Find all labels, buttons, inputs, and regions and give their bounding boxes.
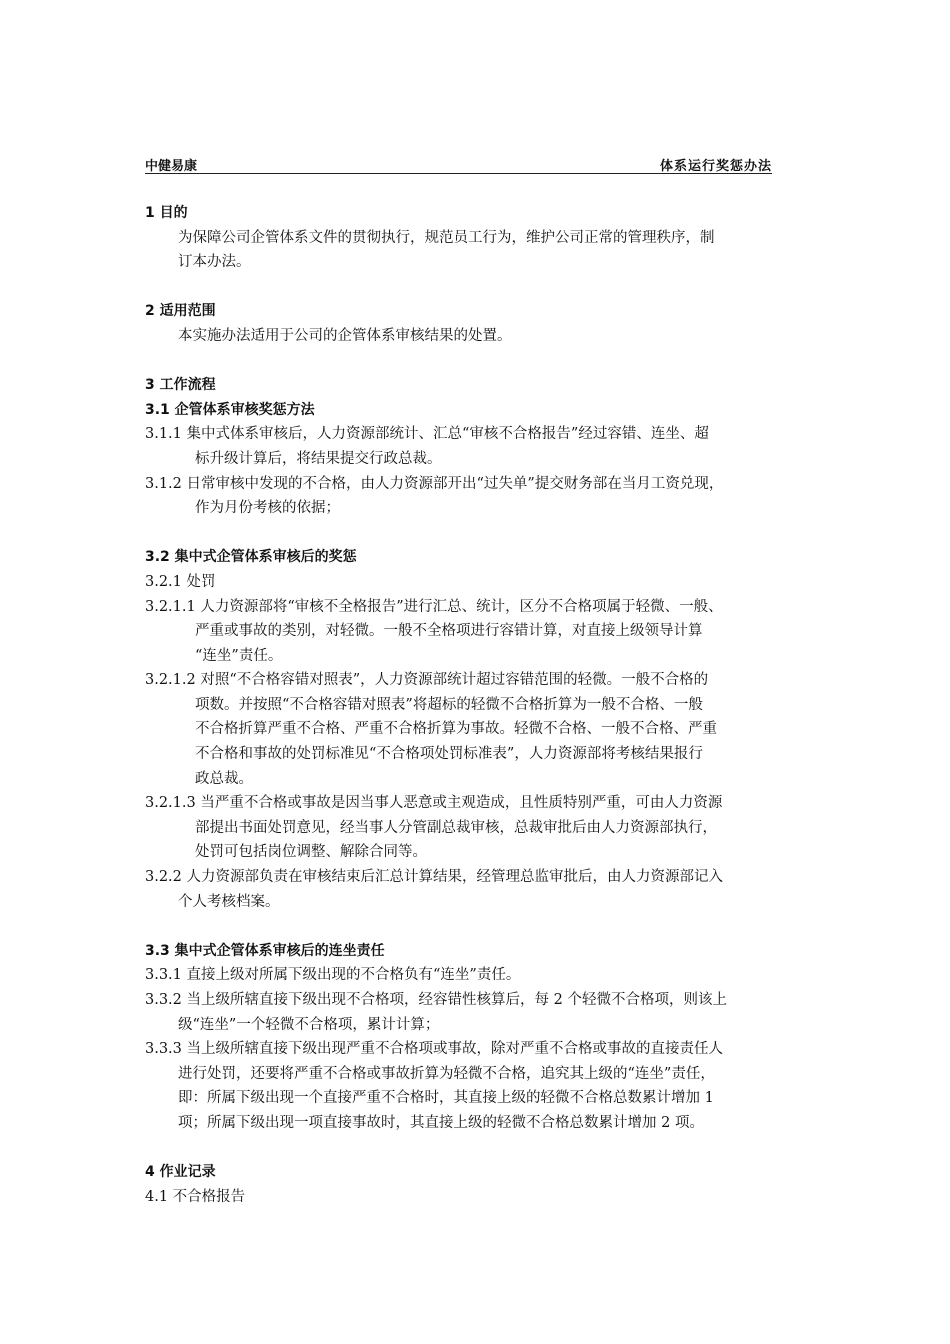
section-2-text: 本实施办法适用于公司的企管体系审核结果的处置。 <box>178 327 512 344</box>
clause-3-2-1-3-line: 3.2.1.3 当严重不合格或事故是因当事人恶意或主观造成，且性质特别严重，可由人力资源 <box>145 795 723 812</box>
clause-3-2-1-2-line: 不合格和事故的处罚标准见“不合格项处罚标准表”，人力资源部将考核结果报行 <box>195 746 703 763</box>
section-3-2-heading: 3.2 集中式企管体系审核后的奖惩 <box>145 549 357 566</box>
clause-3-2-1-2-line: 项数。并按照“不合格容错对照表”将超标的轻微不合格折算为一般不合格、一般 <box>195 696 703 713</box>
section-4-heading: 4 作业记录 <box>145 1164 216 1181</box>
document-body <box>145 201 810 1209</box>
clause-3-2-1-3-line: 处罚可包括岗位调整、解除合同等。 <box>195 844 427 861</box>
page-header <box>145 153 772 174</box>
clause-3-2-1-1-line: 3.2.1.1 人力资源部将“审核不全格报告”进行汇总、统计，区分不合格项属于轻微、一般、 <box>145 598 723 615</box>
clause-3-1-2-line: 3.1.2 日常审核中发现的不合格，由人力资源部开出“过失单”提交财务部在当月工资兑现， <box>145 475 724 492</box>
header-company: 中健易康 <box>145 159 198 174</box>
clause-3-3-3-line: 进行处罚，还要将严重不合格或事故折算为轻微不合格，追究其上级的“连坐”责任， <box>178 1065 715 1082</box>
section-1-text-line: 为保障公司企管体系文件的贯彻执行，规范员工行为，维护公司正常的管理秩序，制 <box>178 229 715 246</box>
clause-3-2-1-2-line: 不合格折算严重不合格、严重不合格折算为事故。轻微不合格、一般不合格、严重 <box>195 721 717 738</box>
section-1-text-line: 订本办法。 <box>178 254 251 271</box>
clause-3-1-1-line: 标升级计算后，将结果提交行政总裁。 <box>195 450 442 467</box>
header-doc-title: 体系运行奖惩办法 <box>659 159 772 174</box>
clause-3-3-2-line: 3.3.2 当上级所辖直接下级出现不合格项，经容错性核算后，每 2 个轻微不合格项，则该上 <box>145 992 727 1008</box>
clause-3-2-1: 3.2.1 处罚 <box>145 573 216 590</box>
clause-3-3-3-line: 即：所属下级出现一个直接严重不合格时，其直接上级的轻微不合格总数累计增加 1 <box>178 1090 714 1107</box>
clause-3-3-2-line: 级“连坐”一个轻微不合格项，累计计算； <box>178 1016 440 1033</box>
clause-3-2-1-1-line: 严重或事故的类别，对轻微。一般不全格项进行容错计算，对直接上级领导计算 <box>195 623 703 640</box>
section-3-1-heading: 3.1 企管体系审核奖惩方法 <box>145 401 315 418</box>
clause-3-1-1-line: 3.1.1 集中式体系审核后，人力资源部统计、汇总“审核不合格报告”经过容错、连坐、超 <box>145 426 709 443</box>
section-3-heading: 3 工作流程 <box>145 377 216 394</box>
clause-3-2-1-2-line: 3.2.1.2 对照“不合格容错对照表”，人力资源部统计超过容错范围的轻微。一般不合格的 <box>145 672 709 689</box>
clause-3-1-2-line: 作为月份考核的依据； <box>195 500 340 517</box>
clause-3-3-1: 3.3.1 直接上级对所属下级出现的不合格负有“连坐”责任。 <box>145 967 521 984</box>
clause-3-2-2-line: 3.2.2 人力资源部负责在审核结束后汇总计算结果，经管理总监审批后，由人力资源部记入 <box>145 869 723 886</box>
clause-3-2-1-1-line: “连坐”责任。 <box>195 647 283 664</box>
clause-3-3-3-line: 项；所属下级出现一项直接事故时，其直接上级的轻微不合格总数累计增加 2 项。 <box>178 1114 704 1131</box>
clause-3-2-2-line: 个人考核档案。 <box>178 893 280 910</box>
section-2-heading: 2 适用范围 <box>145 303 216 320</box>
clause-3-2-1-2-line: 政总裁。 <box>195 770 253 787</box>
section-1-heading: 1 目的 <box>145 205 188 221</box>
section-3-3-heading: 3.3 集中式企管体系审核后的连坐责任 <box>145 942 385 959</box>
clause-4-1: 4.1 不合格报告 <box>145 1188 246 1205</box>
clause-3-2-1-3-line: 部提出书面处罚意见，经当事人分管副总裁审核，总裁审批后由人力资源部执行， <box>195 819 717 836</box>
clause-3-3-3-line: 3.3.3 当上级所辖直接下级出现严重不合格项或事故，除对严重不合格或事故的直接责任人 <box>145 1041 723 1058</box>
